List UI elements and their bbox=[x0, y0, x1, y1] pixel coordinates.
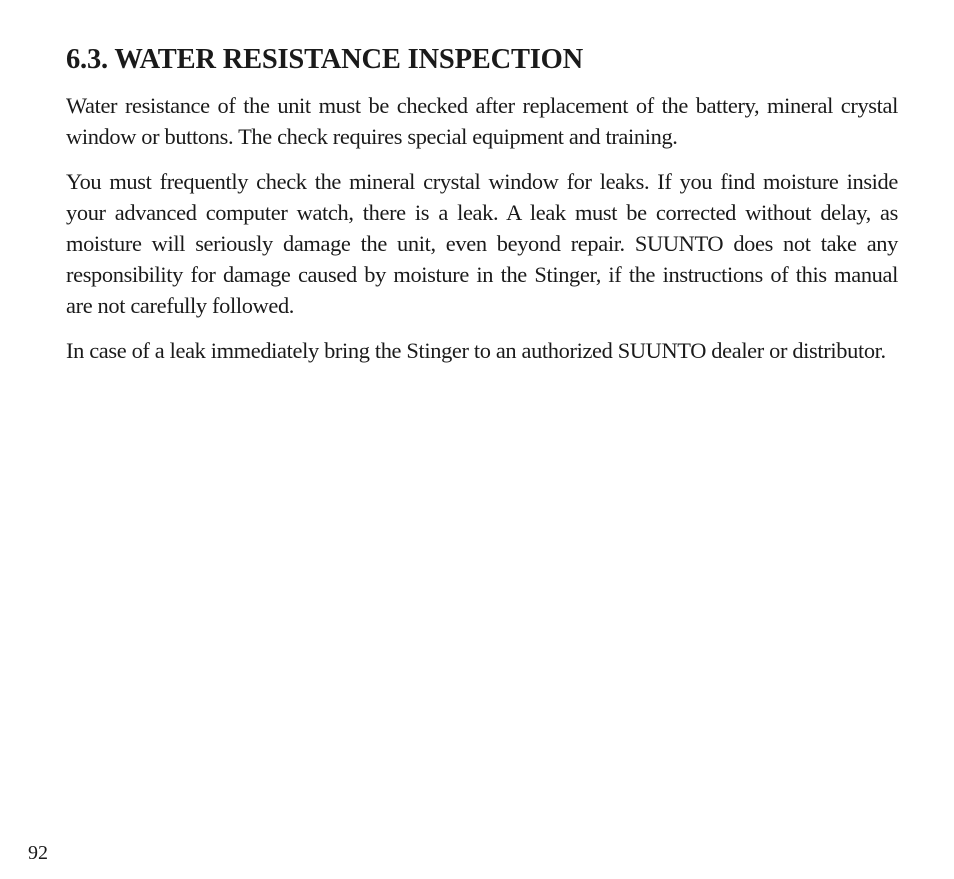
page-number: 92 bbox=[28, 842, 48, 864]
paragraph-leak-warning: You must frequently check the mineral crystal window for leaks. If you find moisture inside your advanced computer watch, there is a leak. A leak must be corrected without delay, as moisture will seriously damage the unit, even beyond repair. SUUNTO does not take any responsibility for damage caused by moisture in the Stinger, if the instructions of this manual are not carefully followed. bbox=[66, 169, 898, 318]
paragraph-leak-action: In case of a leak immediately bring the Stinger to an authorized SUUNTO dealer or distributor. bbox=[66, 338, 886, 363]
section-heading: 6.3. WATER RESISTANCE INSPECTION bbox=[66, 44, 584, 75]
paragraph-water-resistance-check: Water resistance of the unit must be checked after replacement of the battery, mineral crystal window or buttons. The check requires special equipment and training. bbox=[66, 93, 898, 149]
document-page bbox=[66, 40, 898, 380]
